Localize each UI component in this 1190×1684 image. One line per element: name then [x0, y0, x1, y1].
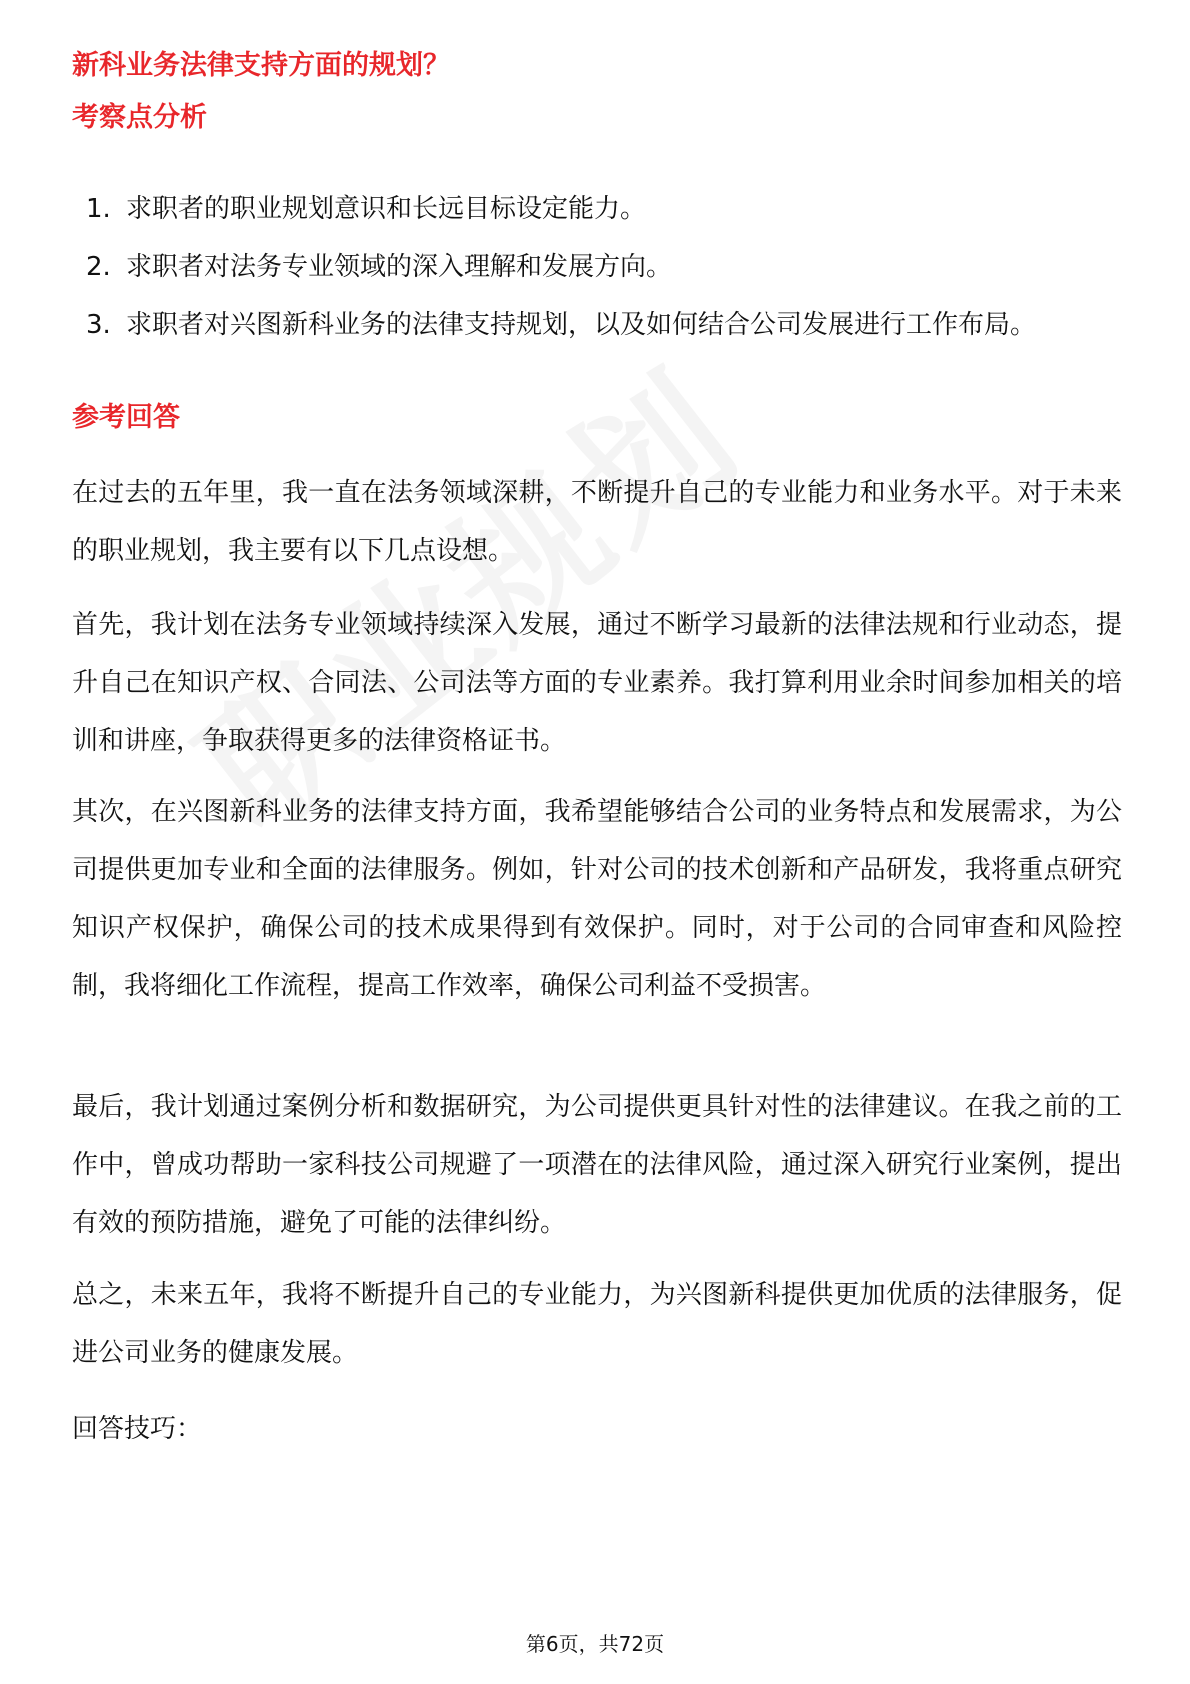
analysis-heading: 考察点分析 [72, 102, 207, 133]
analysis-item-text: 求职者对法务专业领域的深入理解和发展方向。 [126, 252, 673, 282]
list-number: 2. [86, 252, 111, 282]
answer-paragraph: 首先，我计划在法务专业领域持续深入发展，通过不断学习最新的法律法规和行业动态，提升自己在知识产权、合同法、公司法等方面的专业素养。我打算利用业余时间参加相关的培训和讲座，争取获得更多的法律资格证书。 [72, 610, 1122, 756]
analysis-item [72, 296, 1122, 354]
analysis-list [72, 180, 1122, 354]
analysis-item-text: 求职者对兴图新科业务的法律支持规划，以及如何结合公司发展进行工作布局。 [126, 310, 1037, 340]
analysis-item [72, 238, 1122, 296]
question-title: 新科业务法律支持方面的规划？ [72, 50, 450, 81]
answer-paragraph: 在过去的五年里，我一直在法务领域深耕，不断提升自己的专业能力和业务水平。对于未来的职业规划，我主要有以下几点设想。 [72, 478, 1122, 566]
analysis-item [72, 180, 1122, 238]
list-number: 3. [86, 310, 111, 340]
answer-paragraph: 最后，我计划通过案例分析和数据研究，为公司提供更具针对性的法律建议。在我之前的工作中，曾成功帮助一家科技公司规避了一项潜在的法律风险，通过深入研究行业案例，提出有效的预防措施，避免了可能的法律纠纷。 [72, 1092, 1122, 1238]
page-number: 第6页，共72页 [525, 1632, 665, 1656]
analysis-item-text: 求职者的职业规划意识和长远目标设定能力。 [126, 194, 647, 224]
list-number: 1. [86, 194, 111, 224]
tips-label: 回答技巧： [72, 1414, 203, 1444]
answer-heading: 参考回答 [72, 402, 180, 433]
answer-paragraph: 其次，在兴图新科业务的法律支持方面，我希望能够结合公司的业务特点和发展需求，为公司提供更加专业和全面的法律服务。例如，针对公司的技术创新和产品研发，我将重点研究知识产权保护，确保公司的技术成果得到有效保护。同时，对于公司的合同审查和风险控制，我将细化工作流程，提高工作效率，确保公司利益不受损害。 [72, 797, 1122, 1001]
answer-paragraph: 总之，未来五年，我将不断提升自己的专业能力，为兴图新科提供更加优质的法律服务，促进公司业务的健康发展。 [72, 1280, 1122, 1368]
